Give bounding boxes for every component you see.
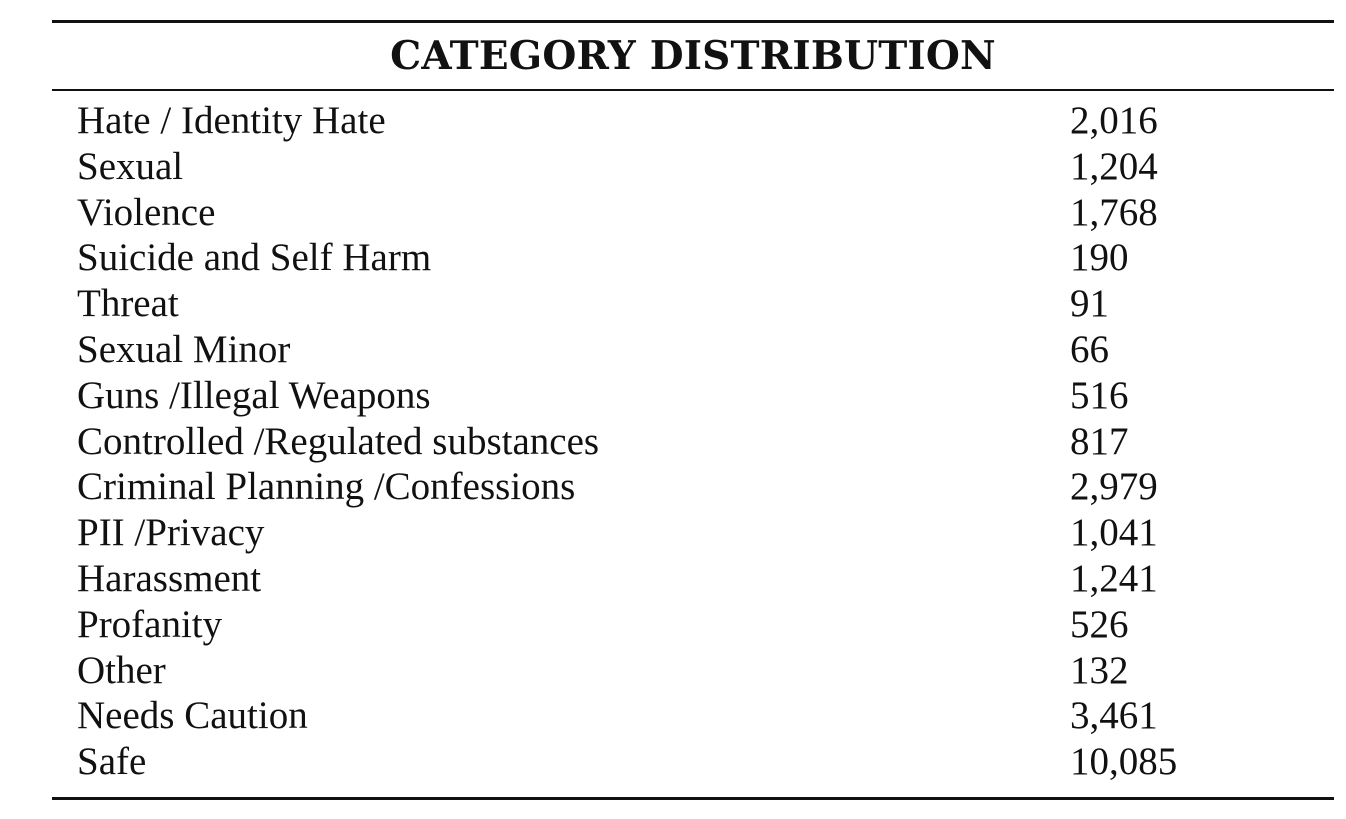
category-count: 10,085	[1070, 740, 1178, 784]
table-row	[52, 648, 1334, 694]
category-count: 1,768	[1070, 190, 1158, 234]
table-row	[52, 98, 1334, 144]
table-row	[52, 419, 1334, 465]
category-count: 3,461	[1070, 694, 1158, 738]
table-row	[52, 190, 1334, 236]
category-label: Criminal Planning /Confessions	[77, 465, 576, 509]
category-label: Suicide and Self Harm	[77, 236, 432, 280]
table-row	[52, 602, 1334, 648]
category-label: Hate / Identity Hate	[77, 99, 386, 142]
table-title: CATEGORY DISTRIBUTION	[390, 33, 996, 79]
table-row	[52, 327, 1334, 373]
category-label: Guns /Illegal Weapons	[77, 373, 431, 417]
category-distribution-table	[52, 20, 1334, 800]
category-count: 1,241	[1070, 556, 1158, 600]
category-count: 1,041	[1070, 511, 1158, 555]
category-label: Safe	[77, 740, 147, 784]
category-label: Threat	[77, 282, 179, 326]
category-count: 516	[1070, 373, 1129, 417]
table-row	[52, 235, 1334, 281]
category-count: 91	[1070, 282, 1109, 326]
category-count: 66	[1070, 327, 1109, 371]
category-count: 190	[1070, 236, 1129, 280]
table-row	[52, 693, 1334, 739]
category-count: 817	[1070, 419, 1129, 463]
bottom-rule	[52, 797, 1334, 800]
category-label: Other	[77, 648, 166, 692]
category-label: Sexual Minor	[77, 327, 291, 371]
category-count: 1,204	[1070, 144, 1158, 188]
category-count: 2,016	[1070, 99, 1158, 142]
category-count: 526	[1070, 602, 1129, 646]
category-count: 132	[1070, 648, 1129, 692]
table-row	[52, 144, 1334, 190]
category-label: Violence	[77, 190, 216, 234]
table-row	[52, 510, 1334, 556]
category-count: 2,979	[1070, 465, 1158, 509]
table-row	[52, 464, 1334, 510]
category-label: Controlled /Regulated substances	[77, 419, 600, 463]
category-label: PII /Privacy	[77, 511, 265, 555]
category-label: Sexual	[77, 144, 184, 188]
table-row	[52, 556, 1334, 602]
table-body	[52, 91, 1334, 797]
category-label: Profanity	[77, 602, 223, 646]
table-row	[52, 739, 1334, 785]
table-row	[52, 281, 1334, 327]
table-row	[52, 373, 1334, 419]
category-label: Harassment	[77, 556, 262, 600]
category-label: Needs Caution	[77, 694, 308, 738]
